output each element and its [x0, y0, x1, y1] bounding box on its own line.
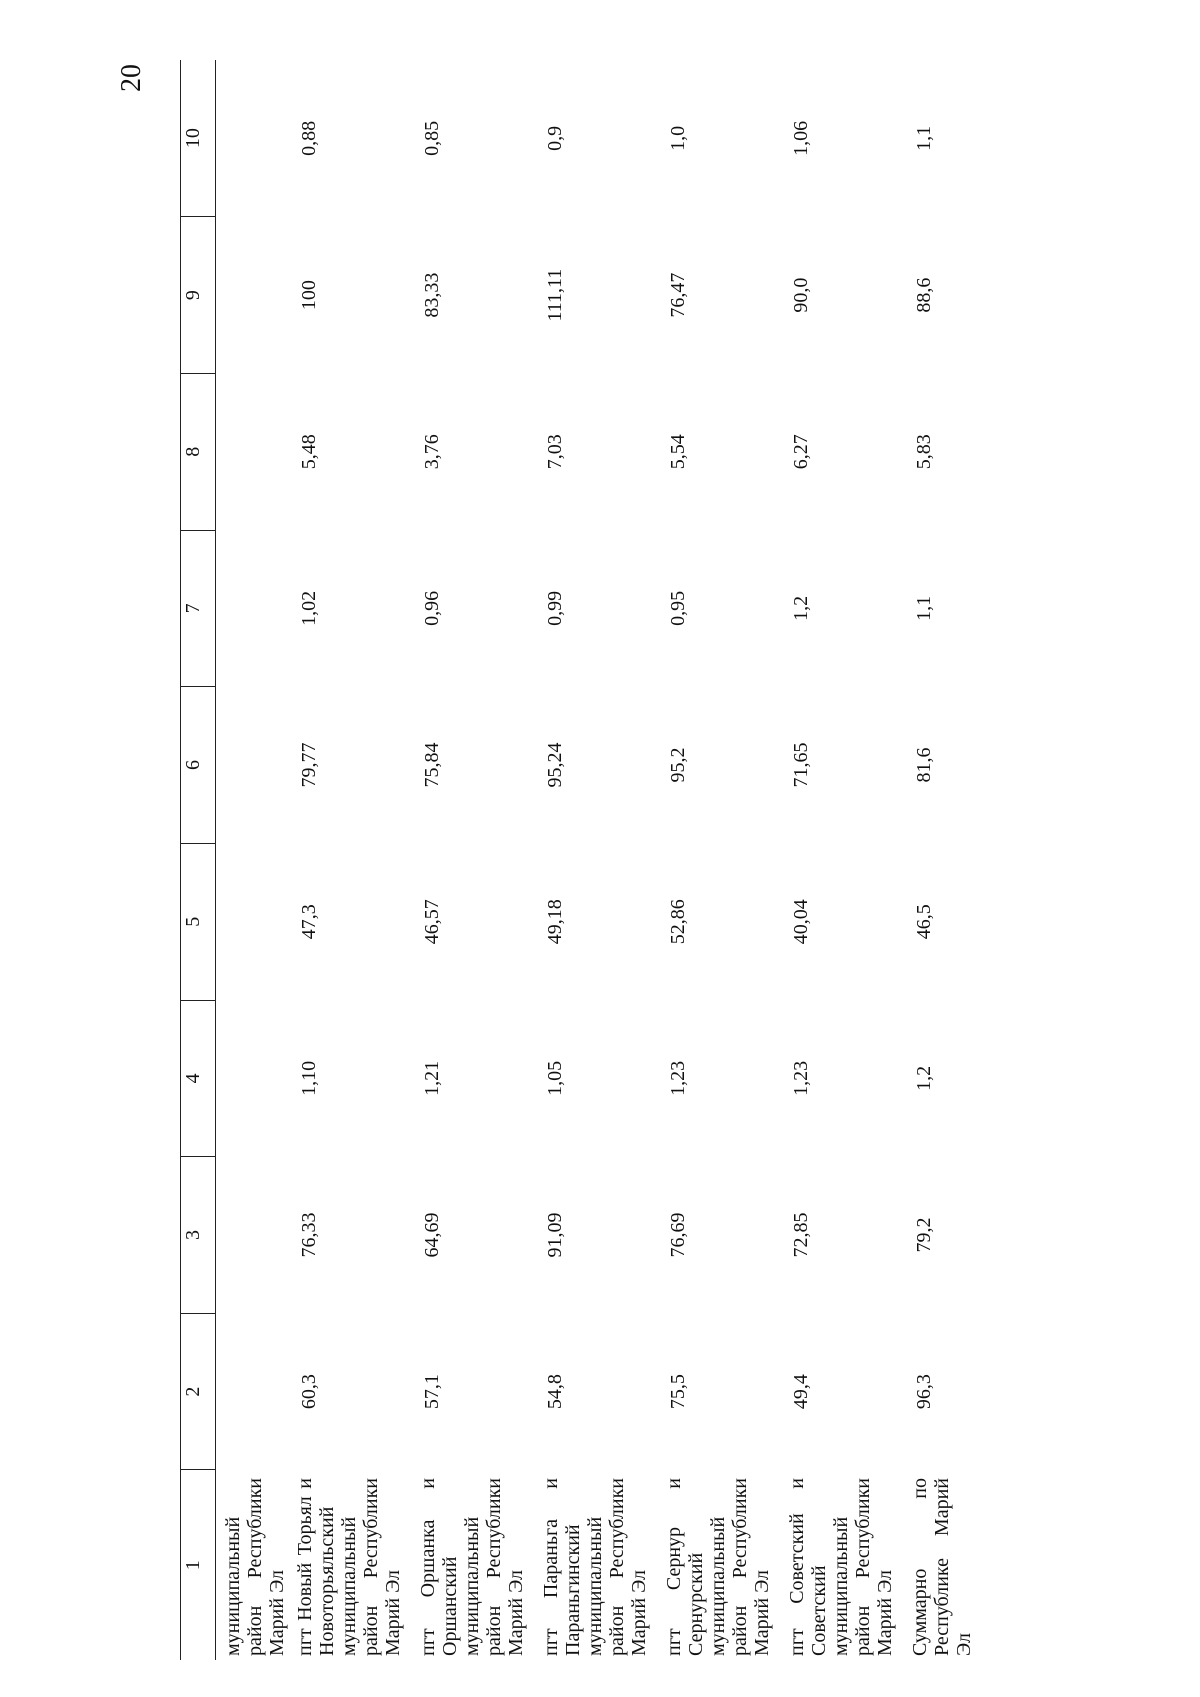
- value-cell: 72,85: [790, 1212, 812, 1258]
- value-cell: 95,24: [544, 742, 566, 788]
- col-header: 8: [181, 373, 216, 530]
- value-cell: 0,9: [544, 125, 566, 151]
- value-cell: 3,76: [421, 434, 443, 470]
- value-cell: 96,3: [913, 1374, 935, 1410]
- value-cell: 90,0: [790, 277, 812, 313]
- value-cell: 1,21: [421, 1060, 443, 1096]
- value-cell: 79,77: [298, 742, 320, 788]
- value-cell: 71,65: [790, 742, 812, 788]
- value-cell: 60,3: [298, 1374, 320, 1410]
- value-cell: 64,69: [421, 1212, 443, 1258]
- row-name-cell: Суммарно по Республике Марий Эл: [909, 1478, 975, 1656]
- value-cell: 40,04: [790, 899, 812, 945]
- value-cell: 1,2: [913, 1065, 935, 1091]
- row-name-cell: пгт Советский и Советский муниципальный район Республики Марий Эл: [786, 1478, 896, 1656]
- value-cell: 5,83: [913, 434, 935, 470]
- value-cell: 0,85: [421, 120, 443, 156]
- value-cell: 1,23: [790, 1060, 812, 1096]
- value-cell: 57,1: [421, 1374, 443, 1410]
- table-row: [780, 60, 903, 1660]
- value-cell: 75,84: [421, 742, 443, 788]
- col-header: 10: [181, 60, 216, 217]
- header-row: [181, 60, 216, 1660]
- table-row: [534, 60, 657, 1660]
- value-cell: 1,0: [667, 125, 689, 151]
- value-cell: [216, 843, 289, 1000]
- row-name-cell: пгт Оршанка и Оршанский муниципальный район Республики Марий Эл: [417, 1478, 527, 1656]
- value-cell: 1,06: [790, 120, 812, 156]
- value-cell: 1,10: [298, 1060, 320, 1096]
- value-cell: 46,57: [421, 899, 443, 945]
- value-cell: 1,05: [544, 1060, 566, 1096]
- value-cell: [216, 60, 289, 217]
- value-cell: 49,4: [790, 1374, 812, 1410]
- row-name-cell: муниципальный район Республики Марий Эл: [222, 1478, 288, 1656]
- value-cell: 1,02: [298, 590, 320, 626]
- value-cell: [216, 217, 289, 374]
- value-cell: 0,88: [298, 120, 320, 156]
- data-table: [180, 60, 1026, 1660]
- table-row: [657, 60, 780, 1660]
- value-cell: 7,03: [544, 434, 566, 470]
- value-cell: 95,2: [667, 747, 689, 783]
- value-cell: 1,23: [667, 1060, 689, 1096]
- row-name-cell: пгт Новый Торьял и Новоторьяльский муниципальный район Республики Марий Эл: [294, 1478, 404, 1656]
- value-cell: 76,33: [298, 1212, 320, 1258]
- value-cell: 49,18: [544, 899, 566, 945]
- col-header: 3: [181, 1157, 216, 1314]
- value-cell: 75,5: [667, 1374, 689, 1410]
- value-cell: 91,09: [544, 1212, 566, 1258]
- value-cell: 88,6: [913, 277, 935, 313]
- value-cell: 83,33: [421, 272, 443, 318]
- col-header: 6: [181, 687, 216, 844]
- value-cell: [216, 1157, 289, 1314]
- col-header: 2: [181, 1313, 216, 1470]
- value-cell: 52,86: [667, 899, 689, 945]
- row-name-cell: пгт Параньга и Параньгинский муниципальный район Республики Марий Эл: [540, 1478, 650, 1656]
- table-row: [411, 60, 534, 1660]
- value-cell: 5,48: [298, 434, 320, 470]
- value-cell: 111,11: [544, 268, 566, 322]
- value-cell: 6,27: [790, 434, 812, 470]
- col-header: 5: [181, 843, 216, 1000]
- value-cell: 79,2: [913, 1217, 935, 1253]
- value-cell: 5,54: [667, 434, 689, 470]
- col-header: 1: [181, 1470, 216, 1660]
- value-cell: 46,5: [913, 904, 935, 940]
- value-cell: 47,3: [298, 904, 320, 940]
- value-cell: [216, 1313, 289, 1470]
- value-cell: [216, 530, 289, 687]
- value-cell: 1,2: [790, 595, 812, 621]
- value-cell: 0,95: [667, 590, 689, 626]
- value-cell: 0,96: [421, 590, 443, 626]
- value-cell: [216, 1000, 289, 1157]
- value-cell: 76,69: [667, 1212, 689, 1258]
- rotated-table-container: [180, 60, 1030, 1660]
- row-name-cell: пгт Сернур и Сернурский муниципальный район Республики Марий Эл: [663, 1478, 773, 1656]
- value-cell: 76,47: [667, 272, 689, 318]
- table-row: [288, 60, 411, 1660]
- value-cell: 1,1: [913, 595, 935, 621]
- table-row: [903, 60, 1026, 1660]
- value-cell: 81,6: [913, 747, 935, 783]
- page-number: 20: [116, 64, 147, 92]
- col-header: 7: [181, 530, 216, 687]
- col-header: 9: [181, 217, 216, 374]
- table-row: [216, 60, 289, 1660]
- value-cell: [216, 687, 289, 844]
- value-cell: 54,8: [544, 1374, 566, 1410]
- value-cell: 1,1: [913, 125, 935, 151]
- value-cell: [216, 373, 289, 530]
- value-cell: 100: [298, 280, 320, 311]
- col-header: 4: [181, 1000, 216, 1157]
- value-cell: 0,99: [544, 590, 566, 626]
